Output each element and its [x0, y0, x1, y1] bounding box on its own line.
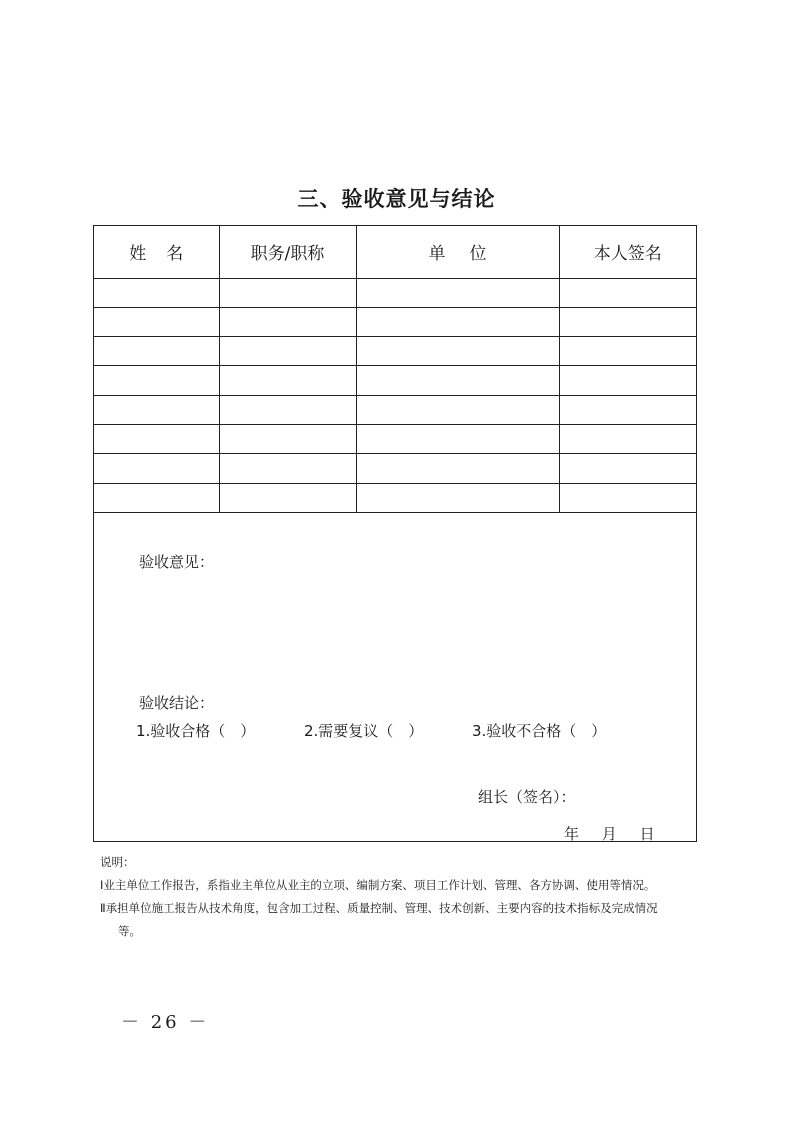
table-row	[94, 483, 696, 512]
cell-signature[interactable]	[559, 337, 696, 366]
cell-signature[interactable]	[559, 483, 696, 512]
table-row	[94, 366, 696, 395]
note-item-2: Ⅱ承担单位施工报告从技术角度，包含加工过程、质量控制、管理、技术创新、主要内容的技术指标及完成情况	[100, 901, 658, 915]
leader-signature-label: 组长（签名）：	[478, 788, 576, 806]
page-title: 三、验收意见与结论	[297, 187, 496, 211]
cell-name[interactable]	[94, 424, 219, 453]
date-year: 年	[564, 825, 580, 843]
cell-signature[interactable]	[559, 454, 696, 483]
cell-name[interactable]	[94, 307, 219, 336]
cell-name[interactable]	[94, 483, 219, 512]
page-number: － 26 －	[121, 1012, 210, 1033]
table-row	[94, 395, 696, 424]
cell-name[interactable]	[94, 454, 219, 483]
header-unit: 单位	[356, 226, 559, 278]
notes-heading: 说明：	[100, 855, 135, 869]
table-row	[94, 307, 696, 336]
cell-unit[interactable]	[356, 454, 559, 483]
cell-name[interactable]	[94, 395, 219, 424]
cell-unit[interactable]	[356, 483, 559, 512]
cell-title[interactable]	[219, 307, 356, 336]
table-row	[94, 424, 696, 453]
conclusion-label: 验收结论：	[139, 694, 215, 712]
table-header-row	[94, 226, 696, 278]
cell-signature[interactable]	[559, 395, 696, 424]
cell-unit[interactable]	[356, 366, 559, 395]
notes-section	[100, 851, 720, 943]
cell-name[interactable]	[94, 278, 219, 307]
cell-title[interactable]	[219, 337, 356, 366]
cell-unit[interactable]	[356, 307, 559, 336]
cell-title[interactable]	[219, 278, 356, 307]
cell-signature[interactable]	[559, 366, 696, 395]
opinion-label: 验收意见：	[139, 553, 215, 571]
cell-unit[interactable]	[356, 337, 559, 366]
cell-title[interactable]	[219, 366, 356, 395]
table-row	[94, 454, 696, 483]
acceptance-form	[93, 225, 697, 842]
table-row	[94, 337, 696, 366]
date-line	[564, 823, 673, 844]
cell-signature[interactable]	[559, 424, 696, 453]
option-pass[interactable]: 1.验收合格（ ）	[136, 722, 256, 740]
cell-unit[interactable]	[356, 395, 559, 424]
option-review[interactable]: 2.需要复议（ ）	[304, 722, 424, 740]
note-item-1: Ⅰ业主单位工作报告，系指业主单位从业主的立项、编制方案、项目工作计划、管理、各方协调、使用等情况。	[100, 878, 656, 892]
members-table	[94, 226, 696, 513]
cell-title[interactable]	[219, 424, 356, 453]
header-signature: 本人签名	[559, 226, 696, 278]
date-day: 日	[639, 825, 655, 843]
cell-name[interactable]	[94, 337, 219, 366]
date-month: 月	[601, 825, 617, 843]
cell-title[interactable]	[219, 454, 356, 483]
cell-unit[interactable]	[356, 424, 559, 453]
header-title: 职务/职称	[219, 226, 356, 278]
option-fail[interactable]: 3.验收不合格（ ）	[472, 722, 607, 740]
table-row	[94, 278, 696, 307]
note-item-2-continued: 等。	[118, 924, 141, 938]
header-name: 姓名	[94, 226, 219, 278]
cell-signature[interactable]	[559, 278, 696, 307]
cell-unit[interactable]	[356, 278, 559, 307]
cell-title[interactable]	[219, 483, 356, 512]
cell-name[interactable]	[94, 366, 219, 395]
cell-signature[interactable]	[559, 307, 696, 336]
cell-title[interactable]	[219, 395, 356, 424]
